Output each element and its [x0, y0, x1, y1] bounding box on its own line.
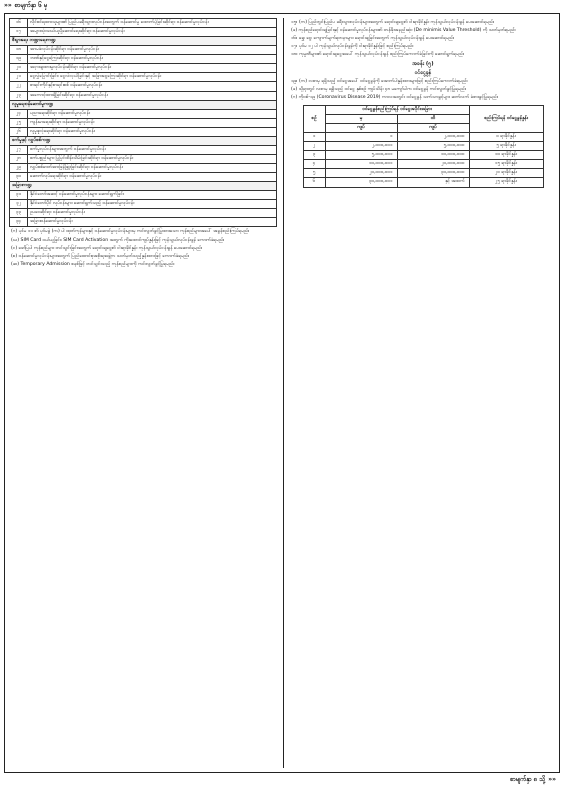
paragraph — [289, 36, 557, 42]
row-text: အခြားဝန်ဆောင်မှုလုပ်ငန်း — [28, 218, 277, 227]
cell-rate: ၁၅ ရာခိုင်နှုန်း — [469, 160, 543, 169]
table-row — [10, 91, 277, 100]
row-text: ဘဏ်နှင့်ငွေကြေးဆိုင်ရာ ဝန်ဆောင်မှုလုပ်ငန်း — [28, 55, 277, 64]
cell-no: ၄ — [303, 160, 325, 169]
paragraph — [289, 44, 557, 50]
paragraph-label: (စ) — [11, 253, 18, 259]
row-number: ၂၀ — [10, 64, 28, 73]
table-row — [303, 160, 543, 169]
cell-to: ၂,၀၀၀,၀၀၀ — [397, 133, 469, 142]
paragraph-label: (င) — [11, 245, 18, 251]
paragraph-text: SIM Card ဝယ်ယူခြင်း၊ SIM Card Activation အတွက် ကိုးထောင်ကျပ်နှုန်းဖြင့် ကုန်သွယ်လုပ်ငန်းခွန် ကောက်ခံရမည်။ — [20, 237, 225, 243]
paragraph-text: လစာမှ ရရှိသည့် ဝင်ငွေအပေါ် ဝင်ငွေခွန်ကို အောက်ပါနှုန်းထားများဖြင့် စည်းကြပ်ကောက်ခံရမည်။ — [308, 78, 468, 84]
row-number: ၃၃ — [10, 209, 28, 218]
table-row — [10, 19, 277, 28]
paragraph — [9, 229, 277, 235]
cell-from: ၁၀,၀၀၀,၀၀၁ — [325, 160, 397, 169]
cell-from: ၅,၀၀၀,၀၀၁ — [325, 151, 397, 160]
table-row — [10, 73, 277, 82]
paragraph-text: သို့ရာတွင် လစာမှ ရရှိသည့် ဝင်ငွေ နှစ်စဉ် ကျပ်သိန်း ၄၈ မကျော်ပါက ဝင်ငွေခွန် ကင်းလွတ်ခွင့်ပြုရမည်။ — [298, 86, 467, 92]
row-number: ၂၄ — [10, 109, 28, 118]
paragraph-text: ဖော်ပြပါ ကုန်စည်များ တင်သွင်းခြင်းအတွက် ရောင်းချငွေ၏ ငါးရာခိုင်နှုန်း ကုန်သွယ်လုပ်ငန်းခွန် ပေးဆောင်ရမည်။ — [18, 245, 203, 251]
cell-to: ၅,၀၀၀,၀၀၀ — [397, 142, 469, 151]
paragraph-text: Temporary Admission စနစ်ဖြင့် တင်သွင်းသည့် ကုန်စည်များကို ကင်းလွတ်ခွင့်ပြုရမည်။ — [20, 261, 175, 267]
cell-rate: ၂၅ ရာခိုင်နှုန်း — [469, 178, 543, 187]
chapter-title: အခန်း (၅) — [412, 61, 434, 68]
paragraph-text: ကုန်စည်ရောင်းချခြင်းနှင့် ဝန်ဆောင်မှုလုပ်ငန်းများ၏ တန်ဖိုးအနည်းဆုံး (De minimis Value Threshold) ကို သတ်မှတ်ရမည်။ — [298, 28, 516, 34]
row-text: အကောင့်ထားရှိခြင်းဆိုင်ရာ ဝန်ဆောင်မှုလုပ်ငန်း — [28, 91, 277, 100]
paragraph-label: (ဆ) — [11, 261, 20, 267]
paragraph — [289, 52, 557, 58]
income-tax-table — [303, 105, 544, 188]
column-divider — [283, 18, 284, 768]
row-text: လူမှုဖူလုံရေးဆိုင်ရာ ဝန်ဆောင်မှုလုပ်ငန်း — [28, 127, 277, 136]
row-text: ဥပဒေဆိုင်ရာ ဝန်ဆောင်မှုလုပ်ငန်း — [28, 209, 277, 218]
cell-to: နှင့် အထက် — [397, 178, 469, 187]
table-row — [10, 109, 277, 118]
cell-from: ၂,၀၀၀,၀၀၁ — [325, 142, 397, 151]
right-paragraphs — [289, 20, 557, 58]
document-page — [4, 13, 560, 773]
table-header-rate: စည်းကြပ်ရန် ဝင်ငွေခွန်နှုန်း — [469, 105, 543, 132]
paragraph-text: ပုဒ်မ ၁၁ ၏ ပုဒ်မခွဲ (က) ပါ ထုတ်ကုန်များနှင့် ဝန်ဆောင်မှုလုပ်ငန်းများမှ ကင်းလွတ်ခွင့်ပြုထားသော ကုန်စည်များအပေါ် အခွန်စည်းကြပ်ရမည်။ — [18, 229, 250, 235]
cell-from: ၃၀,၀၀၀,၀၀၁ — [325, 178, 397, 187]
paragraph — [289, 95, 557, 101]
cell-no: ၁ — [303, 133, 325, 142]
table-row — [10, 173, 277, 182]
paragraph — [9, 262, 277, 268]
table-header-unit-to: ကျပ် — [397, 124, 469, 133]
section-title: စက်မှုနှင့် လျှပ်စစ်ကဏ္ဍ — [10, 136, 277, 145]
table-header-range: ဝင်ငွေခွန်စည်းကြပ်ရန် ဝင်ငွေအပိုင်းအခြား — [325, 105, 469, 114]
paragraph — [9, 246, 277, 252]
section-title: စီးပွားရေး ဘဏ္ဍာရေးကဏ္ဍ — [10, 37, 277, 46]
table-row — [10, 218, 277, 227]
row-number: ၂၆ — [10, 127, 28, 136]
section-row — [10, 37, 277, 46]
row-number: ၂၂ — [10, 82, 28, 91]
paragraph-label: ၁၈။ — [291, 52, 298, 58]
row-text: ငွေလွှဲပြောင်းခြင်း၊ ငွေလဲလှယ်ခြင်းနှင့် အခြားငွေကြေးဆိုင်ရာ ဝန်ဆောင်မှုလုပ်ငန်း — [28, 73, 277, 82]
row-text: စက်ပစ္စည်းများ ပြုပြင်ထိန်းသိမ်းခြင်းဆိုင်ရာ ဝန်ဆောင်မှုလုပ်ငန်း — [28, 154, 277, 163]
row-number: ၂၇ — [10, 145, 28, 154]
left-paragraphs — [9, 229, 277, 267]
table-row — [10, 127, 277, 136]
row-text: နိုင်ငံတော်ပိုင် လုပ်ငန်းများ ဆောင်ရွက်သည့် ဝန်ဆောင်မှုလုပ်ငန်း — [28, 200, 277, 209]
cell-rate: ၀ ရာခိုင်နှုန်း — [469, 133, 543, 142]
paragraph-text: ပြည်တွင်းပြည်ပ ခရီးသွားလုပ်ငန်းများအတွက် ရောင်းချငွေ၏ ငါးရာခိုင်နှုန်း ကုန်သွယ်လုပ်ငန်းခွန် ပေးဆောင်ရမည်။ — [308, 20, 495, 25]
row-number: ၃၄ — [10, 218, 28, 227]
row-number: ၂၁ — [10, 73, 28, 82]
table-header-from: မှ — [325, 115, 397, 124]
row-text: အငှားချထားမှုလုပ်ငန်းဆိုင်ရာ ဝန်ဆောင်မှုလုပ်ငန်း — [28, 64, 277, 73]
paragraph-label: (ဂ) — [291, 94, 298, 100]
section-row — [10, 136, 277, 145]
cell-to: ၁၀,၀၀၀,၀၀၀ — [397, 151, 469, 160]
service-list-table — [9, 18, 277, 227]
row-text: စာရင်းကိုင်နှင့်စာရင်းစစ် ဝန်ဆောင်မှုလုပ်ငန်း — [28, 82, 277, 91]
table-header-unit-from: ကျပ် — [325, 124, 397, 133]
table-row — [10, 64, 277, 73]
cell-rate: ၅ ရာခိုင်နှုန်း — [469, 142, 543, 151]
cell-no: ၃ — [303, 151, 325, 160]
table-row — [10, 46, 277, 55]
paragraph — [289, 87, 557, 93]
row-text: နိုင်ငံတော်အဆင့် ဝန်ဆောင်မှုလုပ်ငန်းများ ဆောင်ရွက်ခြင်း — [28, 191, 277, 200]
table-row — [10, 145, 277, 154]
paragraph-label: ၁၉။ (က) — [291, 78, 308, 84]
paragraph-label: (ခ) — [291, 28, 298, 34]
section-title: အခြားကဏ္ဍ — [10, 182, 277, 191]
chapter-paragraphs — [289, 79, 557, 101]
row-text: အာမခံလုပ်ငန်းဆိုင်ရာ ဝန်ဆောင်မှုလုပ်ငန်း — [28, 46, 277, 55]
paragraph — [289, 28, 557, 34]
cell-from: ၂၀,၀၀၀,၀၀၁ — [325, 169, 397, 178]
paragraph-label: (ဂ) — [11, 229, 18, 235]
header-arrows: »» — [4, 2, 12, 10]
row-text: အများသုံးသယ်ယူပို့ဆောင်ရေးဆိုင်ရာ ဝန်ဆောင်မှုလုပ်ငန်း — [28, 28, 277, 37]
paragraph-text: ပုဒ်မ ၁၂ ပါ ကုန်သွယ်လုပ်ငန်းခွန်ကို ငါးရာခိုင်နှုန်းဖြင့် စည်းကြပ်ရမည်။ — [299, 44, 414, 50]
table-header-to: ထိ — [397, 115, 469, 124]
table-row — [10, 164, 277, 173]
paragraph-label: (ခ) — [291, 86, 298, 92]
cell-no: ၂ — [303, 142, 325, 151]
section-row — [10, 100, 277, 109]
paragraph — [289, 20, 557, 26]
row-number: ၃၂ — [10, 200, 28, 209]
paragraph-text: ကုမ္ပဏီများ၏ ရောင်းချငွေအပေါ် ကုန်သွယ်လုပ်ငန်းခွန် စည်းကြပ်ကောက်ခံခြင်းကို ဆောင်ရွက်ရမည်။ — [299, 52, 465, 58]
table-row — [10, 28, 277, 37]
row-number: ၂၉ — [10, 164, 28, 173]
row-text: လိုင်စင်ရထားသူများ၏ ပြည်ပခရီးသွားလုပ်ငန်းအတွက် ဝန်ဆောင်မှု ထောက်ပံ့ခြင်းဆိုင်ရာ ဝန်ဆောင်မှုလုပ်ငန်း — [28, 19, 277, 28]
table-row — [303, 133, 543, 142]
paragraph — [289, 79, 557, 85]
cell-rate: ၂၀ ရာခိုင်နှုန်း — [469, 169, 543, 178]
row-text: လျှပ်စစ်ဓာတ်အားဖြန့်ဖြူးခြင်းဆိုင်ရာ ဝန်ဆောင်မှုလုပ်ငန်း — [28, 164, 277, 173]
table-row — [10, 209, 277, 218]
paragraph-label: (ဃ) — [11, 237, 20, 243]
row-number: ၂၃ — [10, 91, 28, 100]
section-title: လူမှုရေးဝန်ဆောင်မှုကဏ္ဍ — [10, 100, 277, 109]
table-row — [10, 118, 277, 127]
row-text: ဆောက်လုပ်ရေးဆိုင်ရာ ဝန်ဆောင်မှုလုပ်ငန်း — [28, 173, 277, 182]
header-title: စာမျက်နှာ ၆ မှ — [14, 2, 48, 10]
row-text: စက်မှုလုပ်ငန်းများအတွက် ဝန်ဆောင်မှုလုပ်ငန်း — [28, 145, 277, 154]
row-number: ၂၈ — [10, 154, 28, 163]
row-text: ပညာရေးဆိုင်ရာ ဝန်ဆောင်မှုလုပ်ငန်း — [28, 109, 277, 118]
cell-to: ၃၀,၀၀၀,၀၀၀ — [397, 169, 469, 178]
row-number: ၃၁ — [10, 191, 28, 200]
row-number: ၁၉ — [10, 55, 28, 64]
page-header — [0, 0, 564, 12]
paragraph-text: ရွှေ၊ ငွေ၊ ကျောက်မျက်ရတနာများ ရောင်းချခြင်းအတွက် ကုန်သွယ်လုပ်ငန်းခွန် ပေးဆောင်ရမည်။ — [299, 36, 455, 42]
footer-arrows: »» — [548, 776, 556, 784]
section-row — [10, 182, 277, 191]
table-row — [303, 151, 543, 160]
table-row — [303, 142, 543, 151]
chapter-subtitle: ဝင်ငွေခွန် — [414, 70, 432, 77]
paragraph — [9, 254, 277, 260]
paragraph-label: ၁၇။ — [291, 44, 298, 50]
row-text: ကျန်းမာရေးဆိုင်ရာ ဝန်ဆောင်မှုလုပ်ငန်း — [28, 118, 277, 127]
row-number: ၁၈ — [10, 46, 28, 55]
row-number: ၁၆ — [10, 19, 28, 28]
cell-no: ၆ — [303, 178, 325, 187]
row-number: ၃၀ — [10, 173, 28, 182]
paragraph-text: ကိုဗစ်-၁၉ (Coronavirus Disease 2019) ကာလအတွင်း ဝင်ငွေခွန် သက်သာခွင့်များ ဆက်လက် ခံစားခွင့်ပြုရမည်။ — [298, 94, 499, 100]
table-row — [10, 55, 277, 64]
paragraph-label: ၁၆။ — [291, 36, 298, 42]
row-number: ၂၅ — [10, 118, 28, 127]
cell-rate: ၁၀ ရာခိုင်နှုန်း — [469, 151, 543, 160]
cell-from: ၁ — [325, 133, 397, 142]
table-header-no: စဉ် — [303, 105, 325, 132]
table-row — [10, 191, 277, 200]
table-row — [303, 178, 543, 187]
table-row — [303, 169, 543, 178]
footer-title: စာမျက်နှာ ၈ သို့ — [510, 776, 546, 784]
row-number: ၁၇ — [10, 28, 28, 37]
paragraph-text: ဝန်ဆောင်မှုလုပ်ငန်းများအတွက် ပြည်ထောင်စုအစိုးရအဖွဲ့က သတ်မှတ်သည့်နှုန်းထားဖြင့် ကောက်ခံရမည်။ — [18, 253, 190, 259]
table-row — [10, 154, 277, 163]
table-row — [10, 82, 277, 91]
table-row — [10, 200, 277, 209]
cell-to: ၂၀,၀၀၀,၀၀၀ — [397, 160, 469, 169]
page-footer — [510, 774, 556, 786]
left-column — [9, 18, 277, 768]
paragraph — [9, 238, 277, 244]
right-column — [289, 18, 557, 768]
cell-no: ၅ — [303, 169, 325, 178]
paragraph-label: ၁၅။ (က) — [291, 20, 308, 25]
